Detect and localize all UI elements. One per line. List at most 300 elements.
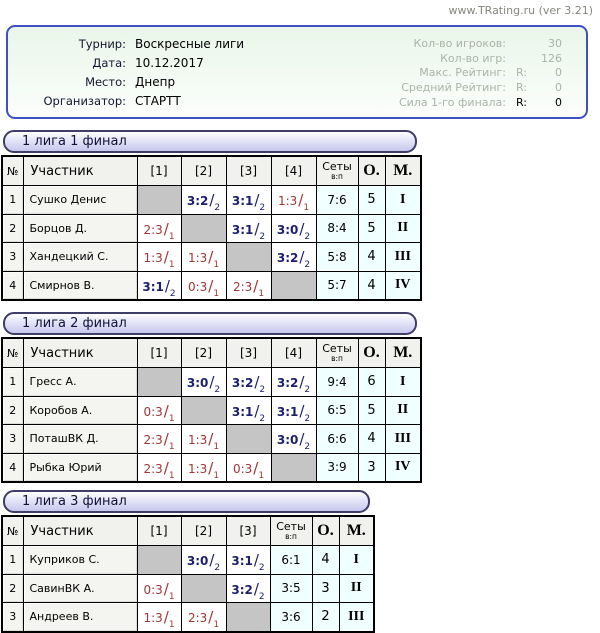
table-header-row [2,156,421,186]
score-points-sub: 1 [168,620,175,631]
stat-row-final-strength [399,95,562,110]
header-sets [316,156,358,186]
score-points-sub: 1 [168,442,175,453]
header-opponent: [2] [181,516,226,546]
score-cell [137,574,181,603]
row-number: 1 [2,546,23,575]
score-slash: / [208,430,214,449]
row-number: 1 [2,186,23,215]
score-points-sub: 2 [258,563,265,574]
score-value: 2:3 [143,461,163,476]
final-strength-label: Сила 1-го финала: [398,96,506,110]
header-opponent: [2] [181,338,226,368]
score-cell [226,271,271,300]
sets-ratio-cell: 5:7 [316,271,358,300]
table-row [2,425,421,454]
score-points-sub: 1 [213,288,220,299]
points-cell: 5 [358,186,385,215]
score-points-sub: 2 [304,260,311,271]
loss-score [232,276,265,299]
win-score [276,247,311,271]
participant-name: Коробов А. [23,396,137,425]
score-points-sub: 2 [258,591,265,602]
score-points-sub: 2 [259,203,266,214]
final-strength-r: R: [516,96,528,110]
score-slash: / [209,373,215,392]
section-title: 1 лига 2 финал [3,312,417,335]
score-cell [137,214,181,243]
win-score [231,579,265,602]
tournament-value: Воскресные лиги [135,36,245,51]
header-sets [270,516,312,546]
row-number: 4 [2,453,23,482]
info-row-tournament [18,34,244,53]
sets-ratio-cell: 7:6 [316,186,358,215]
score-value: 3:2 [276,251,299,266]
sets-ratio-cell: 5:8 [316,243,358,272]
score-cell [271,214,316,243]
points-cell: 5 [358,396,385,425]
place-cell: III [339,603,374,632]
header-opponent: [2] [181,156,226,186]
score-cell [181,271,226,300]
participant-name: Гресс А. [23,368,137,397]
header-opponent: [3] [226,516,270,546]
self-diagonal-cell [271,271,316,300]
win-score [231,190,266,214]
stat-row-avg-rating [399,80,562,95]
sets-ratio-cell: 6:5 [316,396,358,425]
loss-score [187,247,220,271]
points-cell: 3 [358,453,385,482]
win-score [276,429,311,453]
place-cell: II [385,396,421,425]
win-score [276,372,311,396]
win-score [186,190,221,214]
participant-name: Рыбка Юрий [23,453,137,482]
sets-ratio-cell: 8:4 [316,214,358,243]
self-diagonal-cell [226,603,270,632]
win-score [231,401,266,424]
score-slash: / [299,401,305,420]
header-opponent: [1] [137,338,181,368]
score-cell [271,186,316,215]
self-diagonal-cell [271,453,316,482]
header-sets-sub: в:п [285,531,297,541]
score-value: 3:1 [231,194,254,209]
score-points-sub: 1 [258,470,265,481]
table-row [2,574,374,603]
row-number: 4 [2,271,23,300]
final-strength-value: 0 [555,96,562,110]
league-table [1,515,375,633]
header-sets-sub: в:п [331,353,343,363]
score-points-sub: 1 [168,231,175,242]
max-rating-r: R: [516,66,528,80]
header-num: № [2,516,23,546]
games-count-value: 126 [541,51,562,65]
score-slash: / [163,579,169,598]
info-row-date [18,53,244,72]
score-points-sub: 2 [214,385,221,396]
header-participant: Участник [23,516,137,546]
avg-rating-r: R: [516,81,528,95]
score-cell [181,425,226,454]
score-slash: / [254,373,260,392]
participant-name: Куприков С. [23,546,137,575]
score-value: 1:3 [143,251,163,266]
header-opponent: [4] [271,156,316,186]
score-slash: / [253,551,259,570]
score-slash: / [208,458,214,477]
date-value: 10.12.2017 [135,55,204,70]
header-sets-main: Сеты [322,342,352,356]
win-score [231,219,266,242]
points-cell: 2 [312,603,339,632]
score-slash: / [163,608,169,627]
score-slash: / [254,401,260,420]
score-points-sub: 1 [168,260,175,271]
participant-name: Сушко Денис [23,186,137,215]
loss-score [187,607,220,631]
score-cell [181,603,226,632]
loss-score [277,190,310,214]
score-slash: / [253,458,259,477]
section-title: 1 лига 1 финал [3,130,417,153]
score-points-sub: 2 [259,385,266,396]
score-cell [137,396,181,425]
score-cell [226,186,271,215]
score-slash: / [163,219,169,238]
points-cell: 4 [358,271,385,300]
tournament-info-left [18,34,244,110]
score-cell [271,425,316,454]
sets-ratio-cell: 6:1 [270,546,312,575]
score-cell [271,396,316,425]
score-value: 3:0 [276,433,299,448]
score-value: 2:3 [232,279,253,294]
self-diagonal-cell [226,425,271,454]
avg-rating-value: 0 [555,81,562,95]
table-row [2,214,421,243]
date-label: Дата: [92,55,126,70]
score-cell [226,546,270,575]
players-count-label: Кол-во игроков: [413,36,506,50]
score-value: 1:3 [143,611,163,626]
header-participant: Участник [23,338,137,368]
self-diagonal-cell [226,243,271,272]
header-num: № [2,156,23,186]
points-cell: 6 [358,368,385,397]
score-slash: / [163,458,169,477]
score-cell [226,453,271,482]
place-cell: I [339,546,374,575]
score-cell [226,214,271,243]
loss-score [187,458,220,481]
loss-score [143,458,175,481]
place-cell: II [385,214,421,243]
header-place: М. [339,516,374,546]
header-opponent: [4] [271,338,316,368]
sets-ratio-cell: 3:5 [270,574,312,603]
table-header-row [2,338,421,368]
score-cell [181,243,226,272]
header-place: М. [385,156,421,186]
score-value: 3:2 [231,376,254,391]
win-score [186,372,221,396]
score-points-sub: 1 [213,470,220,481]
score-slash: / [209,551,215,570]
points-cell: 5 [358,214,385,243]
header-points: О. [358,156,385,186]
score-slash: / [208,276,214,295]
place-cell: III [385,425,421,454]
self-diagonal-cell [181,574,226,603]
score-cell [181,546,226,575]
score-slash: / [254,219,260,238]
score-value: 3:2 [231,582,253,597]
row-number: 3 [2,425,23,454]
row-number: 2 [2,214,23,243]
score-value: 0:3 [143,404,163,419]
score-value: 3:1 [231,222,254,237]
score-slash: / [253,276,259,295]
score-cell [226,396,271,425]
header-opponent: [1] [137,156,181,186]
score-cell [137,425,181,454]
place-cell: I [385,368,421,397]
participant-name: ПоташВК Д. [23,425,137,454]
tournament-info-box [6,25,588,119]
header-points: О. [358,338,385,368]
score-cell [137,453,181,482]
score-value: 3:2 [186,194,209,209]
place-cell: I [385,186,421,215]
points-cell: 3 [312,574,339,603]
table-header-row [2,516,374,546]
score-cell [226,574,270,603]
score-slash: / [298,191,304,210]
loss-score [143,401,175,424]
place-value: Днепр [135,74,176,89]
loss-score [143,247,175,271]
score-cell [226,368,271,397]
games-count-label: Кол-во игр: [440,51,506,65]
score-points-sub: 2 [304,385,311,396]
score-slash: / [163,430,169,449]
sets-ratio-cell: 3:9 [316,453,358,482]
info-row-organizer [18,91,244,110]
header-opponent: [1] [137,516,181,546]
score-value: 3:1 [276,404,299,419]
score-points-sub: 2 [304,231,311,242]
score-slash: / [299,373,305,392]
place-cell: IV [385,271,421,300]
row-number: 2 [2,574,23,603]
stat-row-games [399,51,562,66]
loss-score [143,579,175,602]
score-value: 0:3 [143,582,163,597]
max-rating-value: 0 [555,66,562,80]
score-cell [181,186,226,215]
header-sets-main: Сеты [276,520,306,534]
header-opponent: [3] [226,338,271,368]
score-value: 2:3 [143,433,163,448]
score-value: 3:1 [231,404,254,419]
participant-name: Борцов Д. [23,214,137,243]
win-score [276,401,311,424]
table-row [2,368,421,397]
score-cell [137,271,181,300]
score-slash: / [163,248,169,267]
loss-score [187,276,220,299]
place-cell: IV [385,453,421,482]
header-place: М. [385,338,421,368]
players-count-value: 30 [548,36,562,50]
score-value: 3:0 [276,222,299,237]
score-slash: / [209,191,215,210]
score-points-sub: 2 [169,288,176,299]
score-points-sub: 1 [258,288,265,299]
score-value: 1:3 [277,194,298,209]
score-points-sub: 2 [214,203,221,214]
place-cell: III [385,243,421,272]
points-cell: 4 [358,243,385,272]
score-points-sub: 2 [259,413,266,424]
loss-score [143,219,175,242]
score-points-sub: 2 [304,442,311,453]
table-row [2,243,421,272]
league-table [1,155,422,301]
score-slash: / [299,248,305,267]
self-diagonal-cell [137,546,181,575]
score-points-sub: 1 [168,591,175,602]
score-points-sub: 2 [304,413,311,424]
row-number: 3 [2,243,23,272]
sets-ratio-cell: 6:6 [316,425,358,454]
score-cell [181,453,226,482]
score-value: 1:3 [187,433,208,448]
sets-ratio-cell: 3:6 [270,603,312,632]
win-score [231,372,266,396]
info-row-place [18,72,244,91]
stat-row-max-rating [399,66,562,81]
tournament-stats [399,36,562,110]
score-value: 1:3 [187,251,208,266]
score-slash: / [164,276,170,295]
score-points-sub: 1 [213,620,220,631]
header-opponent: [3] [226,156,271,186]
participant-name: Андреев В. [23,603,137,632]
score-slash: / [208,608,214,627]
header-sets-sub: в:п [331,171,343,181]
score-cell [271,368,316,397]
score-points-sub: 1 [213,260,220,271]
score-value: 1:3 [187,461,208,476]
score-points-sub: 1 [303,203,310,214]
organizer-value: СТАРТТ [135,93,181,108]
score-value: 2:3 [187,611,208,626]
table-row [2,603,374,632]
header-num: № [2,338,23,368]
score-cell [271,243,316,272]
participant-name: СавинВК А. [23,574,137,603]
loss-score [143,607,175,631]
win-score [142,276,176,299]
self-diagonal-cell [181,396,226,425]
score-value: 3:1 [231,554,253,569]
league-table [1,337,422,483]
score-value: 3:1 [142,279,164,294]
table-row [2,546,374,575]
row-number: 1 [2,368,23,397]
score-points-sub: 1 [213,442,220,453]
win-score [276,219,311,242]
score-value: 3:0 [186,554,209,569]
score-slash: / [299,430,305,449]
table-row [2,271,421,300]
score-value: 0:3 [187,279,208,294]
loss-score [143,429,175,453]
header-sets-main: Сеты [322,160,352,174]
score-value: 3:2 [276,376,299,391]
row-number: 3 [2,603,23,632]
place-label: Место: [85,74,126,89]
loss-score [232,458,265,481]
loss-score [187,429,220,453]
score-cell [137,603,181,632]
score-slash: / [208,248,214,267]
row-number: 2 [2,396,23,425]
place-cell: II [339,574,374,603]
score-slash: / [163,401,169,420]
header-sets [316,338,358,368]
organizer-label: Организатор: [43,93,126,108]
table-row [2,453,421,482]
score-points-sub: 2 [214,563,221,574]
win-score [231,550,265,574]
sets-ratio-cell: 9:4 [316,368,358,397]
score-points-sub: 2 [259,231,266,242]
score-slash: / [253,579,259,598]
participant-name: Смирнов В. [23,271,137,300]
section-title: 1 лига 3 финал [3,490,370,513]
self-diagonal-cell [137,186,181,215]
score-value: 2:3 [143,222,163,237]
score-cell [181,368,226,397]
score-points-sub: 1 [168,470,175,481]
points-cell: 4 [312,546,339,575]
table-row [2,396,421,425]
stat-row-players [399,36,562,51]
max-rating-label: Макс. Рейтинг: [419,66,506,80]
score-slash: / [254,191,260,210]
participant-name: Хандецкий С. [23,243,137,272]
tournament-label: Турнир: [78,36,126,51]
header-points: О. [312,516,339,546]
header-participant: Участник [23,156,137,186]
score-value: 3:0 [186,376,209,391]
site-version-label: www.TRating.ru (ver 3.21) [448,4,593,17]
win-score [186,550,221,574]
score-slash: / [299,219,305,238]
score-value: 0:3 [232,461,253,476]
score-cell [137,243,181,272]
points-cell: 4 [358,425,385,454]
score-points-sub: 1 [168,413,175,424]
avg-rating-label: Средний Рейтинг: [401,81,506,95]
self-diagonal-cell [181,214,226,243]
